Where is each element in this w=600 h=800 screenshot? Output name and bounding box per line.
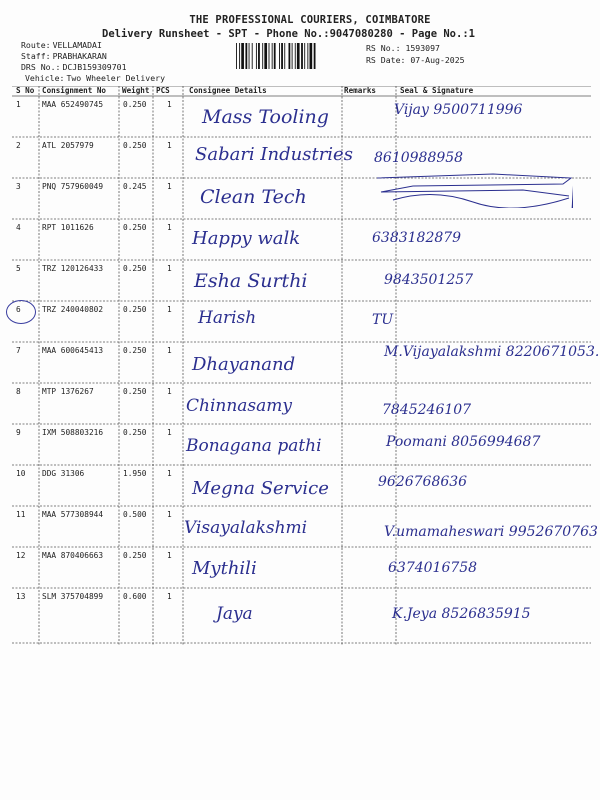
col-header-seal: Seal & Signature [400,86,474,95]
col-header-weight: Weight [122,86,150,95]
runsheet-title: Delivery Runsheet - SPT - Phone No.:9047080280 - Page No.:1 [102,28,475,40]
signature-handwritten: 7845246107 [382,402,472,418]
pcs-cell: 1 [167,469,172,478]
weight-cell: 0.250 [123,223,147,232]
rs-date-line [366,55,465,65]
pcs-cell: 1 [167,510,172,519]
col-header-pcs: PCS [156,86,170,95]
col-header-sno: S No [16,86,35,95]
signature-handwritten: 6374016758 [388,560,478,576]
drs-label: DRS No.: [21,62,61,72]
consignee-handwritten: Jaya [216,604,253,624]
consignment-cell: PNQ 757960049 [42,182,104,191]
pcs-cell: 1 [167,592,172,601]
sno-cell: 1 [16,100,21,109]
signature-handwritten: TU [372,312,394,328]
col-header-consignment: Consignment No [42,86,107,95]
signature-handwritten: K.Jeya 8526835915 [392,606,531,622]
consignment-cell: MTP 1376267 [42,387,94,396]
weight-cell: 0.600 [123,592,147,601]
consignment-cell: MAA 577308944 [42,510,104,519]
staff-line [21,51,107,61]
signature-handwritten: Poomani 8056994687 [386,434,541,450]
route-value: VELLAMADAI [52,40,102,50]
weight-cell: 0.250 [123,264,147,273]
col-header-remarks: Remarks [344,86,377,95]
consignment-cell: TRZ 240040802 [42,305,104,314]
weight-cell: 0.250 [123,428,147,437]
consignee-handwritten: Chinnasamy [186,396,293,416]
consignment-cell: SLM 375704899 [42,592,104,601]
signature-handwritten: V.umamaheswari 9952670763 [384,524,598,540]
consignment-cell: RPT 1011626 [42,223,94,232]
signature-handwritten: M.Vijayalakshmi 8220671053. [384,344,600,360]
sno-cell: 8 [16,387,21,396]
consignee-handwritten: Clean Tech [200,186,307,208]
scribble-stamp [373,170,573,208]
row-6-circle-mark [6,300,36,324]
consignee-handwritten: Visayalakshmi [184,518,308,538]
consignee-handwritten: Harish [198,308,257,328]
sno-cell: 6 [16,305,21,314]
drs-line [21,62,127,72]
sno-cell: 10 [16,469,26,478]
signature-handwritten: 8610988958 [374,150,464,166]
sno-cell: 7 [16,346,21,355]
pcs-cell: 1 [167,428,172,437]
weight-cell: 0.250 [123,305,147,314]
sno-cell: 12 [16,551,26,560]
weight-cell: 0.250 [123,100,147,109]
pcs-cell: 1 [167,305,172,314]
vehicle-value: Two Wheeler Delivery [66,73,166,83]
sno-cell: 9 [16,428,21,437]
signature-handwritten: Vijay 9500711996 [394,102,523,118]
consignee-handwritten: Sabari Industries [195,144,353,165]
pcs-cell: 1 [167,141,172,150]
sno-cell: 11 [16,510,26,519]
vehicle-line [25,73,165,83]
staff-value: PRABHAKARAN [52,51,107,61]
consignment-cell: DDG 31306 [42,469,85,478]
barcode [236,43,362,69]
pcs-cell: 1 [167,346,172,355]
rs-no-label: RS No.: [366,43,401,53]
consignee-handwritten: Esha Surthi [194,270,308,292]
pcs-cell: 1 [167,551,172,560]
signature-handwritten: 6383182879 [372,230,462,246]
consignment-cell: MAA 652490745 [42,100,104,109]
rs-date-label: RS Date: [366,55,406,65]
weight-cell: 0.250 [123,387,147,396]
consignee-handwritten: Dhayanand [192,354,296,375]
vehicle-label: Vehicle: [25,73,65,83]
weight-cell: 0.250 [123,141,147,150]
consignment-cell: MAA 870406663 [42,551,104,560]
pcs-cell: 1 [167,100,172,109]
weight-cell: 0.250 [123,551,147,560]
sno-cell: 3 [16,182,21,191]
sno-cell: 2 [16,141,21,150]
pcs-cell: 1 [167,223,172,232]
pcs-cell: 1 [167,387,172,396]
weight-cell: 0.500 [123,510,147,519]
col-header-consignee: Consignee Details [189,86,267,95]
consignment-cell: ATL 2057979 [42,141,94,150]
consignee-handwritten: Mass Tooling [202,106,329,128]
weight-cell: 0.250 [123,346,147,355]
consignment-cell: IXM 508803216 [42,428,104,437]
sno-cell: 5 [16,264,21,273]
consignment-cell: MAA 600645413 [42,346,104,355]
company-title: THE PROFESSIONAL COURIERS, COIMBATORE [189,14,431,26]
signature-handwritten: 9626768636 [378,474,468,490]
consignee-handwritten: Bonagana pathi [186,436,322,456]
rs-no-value: 1593097 [405,43,440,53]
consignee-handwritten: Happy walk [192,228,301,249]
rs-date-value: 07-Aug-2025 [410,55,465,65]
consignment-cell: TRZ 120126433 [42,264,104,273]
consignee-handwritten: Mythili [192,558,257,579]
sno-cell: 13 [16,592,26,601]
route-label: Route: [21,40,51,50]
staff-label: Staff: [21,51,51,61]
rs-no-line [366,43,440,53]
drs-value: DCJB159309701 [62,62,127,72]
signature-handwritten: 9843501257 [384,272,474,288]
pcs-cell: 1 [167,182,172,191]
pcs-cell: 1 [167,264,172,273]
weight-cell: 0.245 [123,182,147,191]
sno-cell: 4 [16,223,21,232]
weight-cell: 1.950 [123,469,147,478]
consignee-handwritten: Megna Service [192,478,329,499]
route-line [21,40,102,50]
